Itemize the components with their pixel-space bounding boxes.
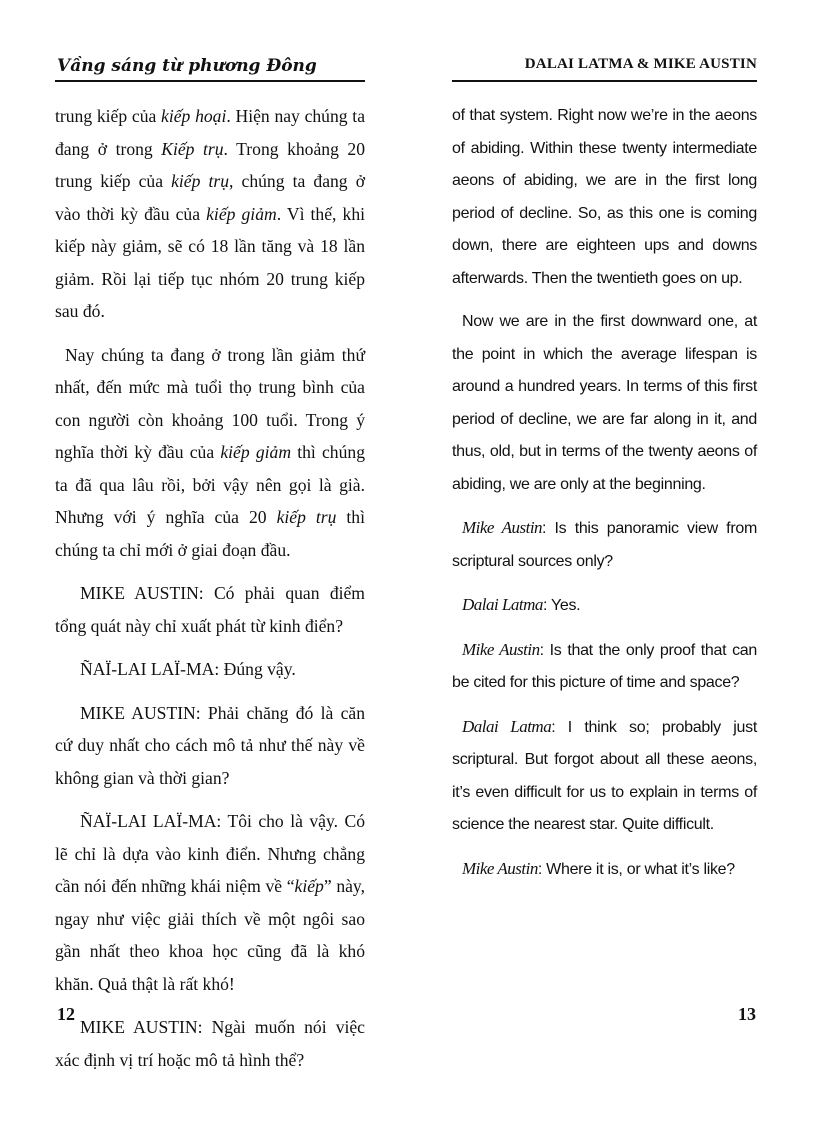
left-paragraph-4: ÑAÏ-LAI LAÏ-MA: Đúng vậy. [80, 659, 296, 679]
left-page-number: 12 [57, 1004, 75, 1024]
right-paragraph-4: Dalai Latma: Yes. [462, 595, 581, 614]
right-page-body [452, 100, 757, 897]
left-paragraph-3: MIKE AUSTIN: Có phải quan điểm tổng quát này chỉ xuất phát từ kinh điển? [55, 583, 365, 636]
speaker-name: Dalai Latma [462, 595, 543, 614]
right-paragraph-6: Dalai Latma: I think so; probably just scriptural. But forgot about all these aeons, it’s even difficult for us to explain in terms of science the nearest star. Quite difficult. [452, 716, 757, 833]
right-paragraph-3: Mike Austin: Is this panoramic view from scriptural sources only? [452, 518, 757, 570]
left-page-body [55, 100, 365, 1087]
speaker-name: Mike Austin [462, 639, 540, 659]
right-header-rule [452, 80, 757, 82]
left-paragraph-7: MIKE AUSTIN: Ngài muốn nói việc xác định vị trí hoặc mô tả hình thể? [55, 1017, 365, 1070]
right-paragraph-5: Mike Austin: Is that the only proof that can be cited for this picture of time and space? [452, 639, 757, 691]
speaker-name: Mike Austin [462, 518, 543, 537]
left-header-rule [55, 80, 365, 82]
speaker-name: Dalai Latma [462, 716, 552, 736]
left-paragraph-2: Nay chúng ta đang ở trong lần giảm thứ nhất, đến mức mà tuổi thọ trung bình của con người còn khoảng 100 tuổi. Trong ý nghĩa thời kỳ đầu của kiếp giảm thì chúng ta đã qua lâu rồi, bởi vậy nên gọi là già. Nhưng với ý nghĩa của 20 kiếp trụ thì chúng ta chỉ mới ở giai đoạn đầu. [55, 344, 365, 560]
right-paragraph-2: Now we are in the first downward one, at the point in which the average lifespan is around a hundred years. In terms of this first period of decline, we are far along in it, and thus, old, but in terms of the twenty aeons of abiding, we are only at the beginning. [452, 313, 757, 493]
right-running-header: DALAI LATMA & MIKE AUSTIN [524, 56, 757, 72]
right-paragraph-7: Mike Austin: Where it is, or what it’s like? [462, 858, 735, 878]
left-paragraph-5: MIKE AUSTIN: Phải chăng đó là căn cứ duy nhất cho cách mô tả như thế này về không gian và thời gian? [55, 702, 365, 788]
left-paragraph-6: ÑAÏ-LAI LAÏ-MA: Tôi cho là vậy. Có lẽ chỉ là dựa vào kinh điển. Nhưng chẳng cần nói đến những khái niệm về “kiếp” này, ngay như việc giải thích về một ngôi sao gần nhất theo khoa học cũng đã là khó khăn. Quả thật là rất khó! [55, 811, 365, 994]
left-paragraph-1: trung kiếp của kiếp hoại. Hiện nay chúng ta đang ở trong Kiếp trụ. Trong khoảng 20 trung kiếp của kiếp trụ, chúng ta đang ở vào thời kỳ đầu của kiếp giảm. Vì thế, khi kiếp này giảm, sẽ có 18 lần tăng và 18 lần giảm. Rồi lại tiếp tục nhóm 20 trung kiếp sau đó. [55, 106, 366, 321]
left-running-header: Vầng sáng từ phương Đông [57, 56, 317, 76]
right-page-number: 13 [738, 1004, 756, 1024]
speaker-name: Mike Austin [462, 858, 538, 878]
right-paragraph-1: of that system. Right now we’re in the aeons of abiding. Within these twenty intermediate aeons of abiding, we are in the first long period of decline. So, as this one is coming down, there are eighteen ups and downs afterwards. Then the twentieth goes on up. [452, 107, 757, 287]
